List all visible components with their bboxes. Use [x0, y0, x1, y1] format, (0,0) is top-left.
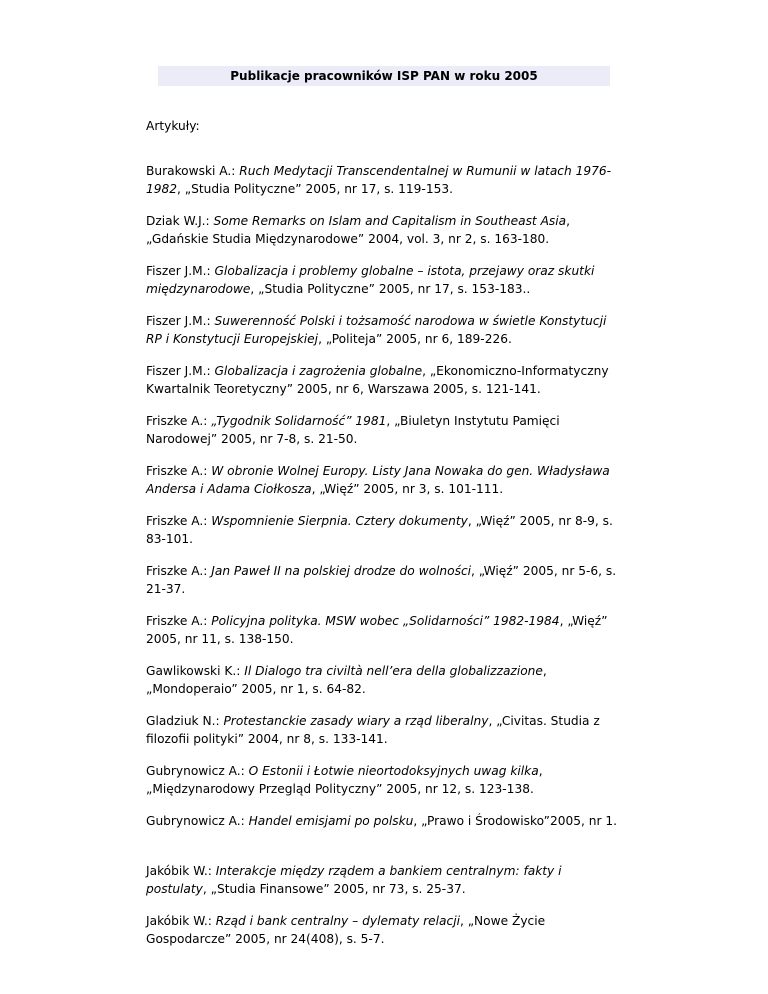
entry-author: Friszke A.:: [146, 414, 212, 428]
entry-source: , „Gdańskie Studia Międzynarodowe” 2004, vol. 3, nr 2, s. 163-180.: [146, 214, 570, 246]
entry-title: Policyjna polityka. MSW wobec „Solidarności” 1982-1984: [211, 614, 560, 628]
entry-author: Gladziuk N.:: [146, 714, 224, 728]
entry-author: Fiszer J.M.:: [146, 314, 215, 328]
entry-title: Wspomnienie Sierpnia. Cztery dokumenty: [211, 514, 468, 528]
entry-source: , „Więź” 2005, nr 3, s. 101-111.: [311, 481, 504, 496]
entry-author: Friszke A.:: [146, 564, 212, 578]
entry-source: , „Studia Polityczne” 2005, nr 17, s. 153-183..: [250, 281, 531, 296]
entry-author: Gawlikowski K.:: [146, 664, 245, 678]
entry-source: , „Ekonomiczno-Informatyczny Kwartalnik Teoretyczny” 2005, nr 6, Warszawa 2005, s. 121-141.: [146, 364, 609, 396]
publication-entry: [146, 913, 626, 948]
publication-entry: [146, 263, 626, 298]
publication-entry: [146, 363, 626, 398]
publication-entry: [146, 163, 626, 198]
entry-title: Jan Paweł II na polskiej drodze do wolności: [211, 564, 472, 578]
entry-author: Friszke A.:: [146, 514, 212, 528]
publication-entry: [146, 613, 626, 648]
publication-entry: [146, 213, 626, 248]
entry-source: , „Studia Polityczne” 2005, nr 17, s. 119-153.: [177, 181, 453, 196]
section-label: Artykuły:: [146, 119, 200, 133]
entry-title: Il Dialogo tra civiltà nell’era della globalizzazione: [244, 664, 543, 678]
entry-title: „Tygodnik Solidarność” 1981: [211, 414, 387, 428]
entry-author: Friszke A.:: [146, 614, 212, 628]
entry-source: , „Biuletyn Instytutu Pamięci Narodowej” 2005, nr 7-8, s. 21-50.: [146, 414, 560, 446]
publication-entry: [146, 563, 626, 598]
entry-author: Burakowski A.:: [146, 164, 240, 178]
entry-source: , „Więź” 2005, nr 11, s. 138-150.: [146, 614, 608, 646]
entry-title: Rząd i bank centralny – dylematy relacji: [215, 914, 460, 928]
publication-entry: [146, 513, 626, 548]
publication-entry: [146, 863, 626, 898]
entry-author: Jakóbik W.:: [146, 864, 216, 878]
publication-entry: [146, 763, 626, 798]
entry-source: , „Więź” 2005, nr 5-6, s. 21-37.: [146, 564, 617, 596]
entry-title: Interakcje między rządem a bankiem centralnym: fakty i postulaty: [146, 864, 562, 896]
entry-source: , „Nowe Życie Gospodarcze” 2005, nr 24(408), s. 5-7.: [146, 914, 546, 946]
entry-title: Handel emisjami po polsku: [248, 814, 414, 828]
entry-title: Protestanckie zasady wiary a rząd liberalny: [223, 714, 489, 728]
entry-source: , „Prawo i Środowisko”2005, nr 1.: [413, 814, 617, 828]
entry-author: Jakóbik W.:: [146, 914, 216, 928]
entry-author: Fiszer J.M.:: [146, 264, 215, 278]
entry-source: , „Międzynarodowy Przegląd Polityczny” 2005, nr 12, s. 123-138.: [146, 764, 543, 796]
entry-title: Ruch Medytacji Transcendentalnej w Rumunii w latach 1976-1982: [146, 164, 612, 196]
publication-entry: [146, 713, 626, 748]
entry-author: Fiszer J.M.:: [146, 364, 215, 378]
entry-author: Friszke A.:: [146, 464, 212, 478]
entry-title: O Estonii i Łotwie nieortodoksyjnych uwag kilka: [248, 764, 539, 778]
publication-entry: [146, 313, 626, 348]
publication-entry: [146, 663, 626, 698]
entry-source: , „Studia Finansowe” 2005, nr 73, s. 25-37.: [202, 881, 466, 896]
entry-source: , „Civitas. Studia z filozofii polityki” 2004, nr 8, s. 133-141.: [146, 714, 600, 746]
entry-title: Suwerenność Polski i tożsamość narodowa w świetle Konstytucji RP i Konstytucji Europejskiej: [146, 314, 607, 346]
entry-author: Gubrynowicz A.:: [146, 814, 249, 828]
publication-entry: [146, 413, 626, 448]
entry-title: Globalizacja i zagrożenia globalne: [214, 364, 423, 378]
entry-source: , „Mondoperaio” 2005, nr 1, s. 64-82.: [146, 664, 547, 696]
entry-title: W obronie Wolnej Europy. Listy Jana Nowaka do gen. Władysława Andersa i Adama Ciołkosza: [146, 464, 610, 496]
publication-entry: [146, 463, 626, 498]
publication-entry: [146, 813, 626, 831]
page-title: Publikacje pracowników ISP PAN w roku 2005: [230, 69, 538, 83]
entry-author: Gubrynowicz A.:: [146, 764, 249, 778]
entry-source: , „Więź” 2005, nr 8-9, s. 83-101.: [146, 514, 613, 546]
entry-author: Dziak W.J.:: [146, 214, 214, 228]
entry-source: , „Politeja” 2005, nr 6, 189-226.: [318, 331, 512, 346]
entry-title: Some Remarks on Islam and Capitalism in Southeast Asia: [213, 214, 567, 228]
entry-title: Globalizacja i problemy globalne – istota, przejawy oraz skutki międzynarodowe: [146, 264, 595, 296]
